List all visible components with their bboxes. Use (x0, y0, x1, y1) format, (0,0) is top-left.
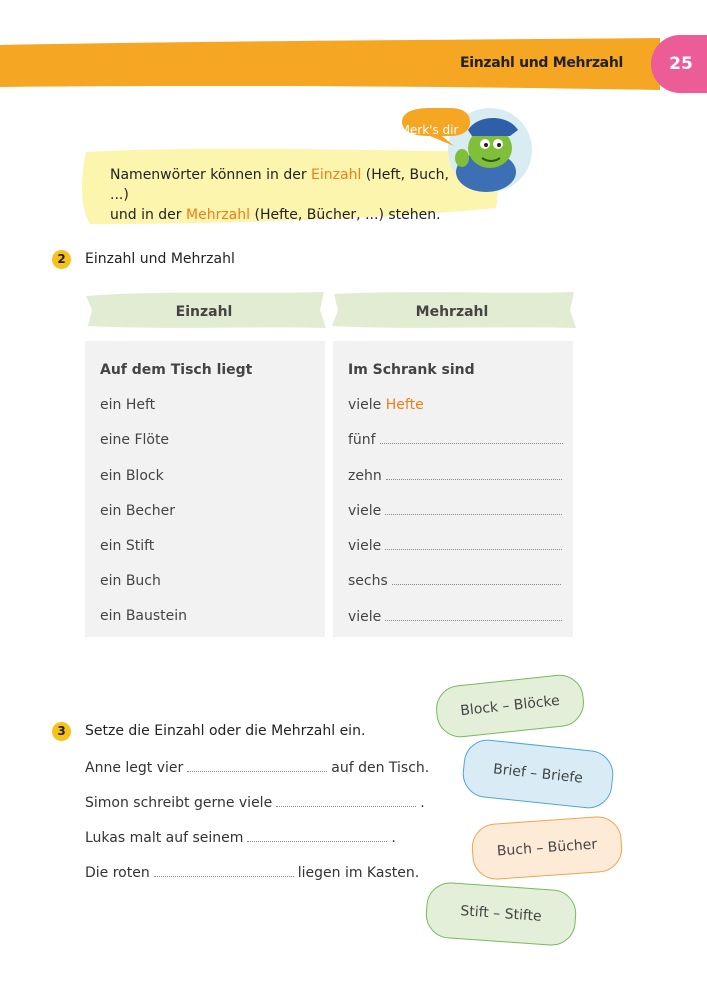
einzahl-item: ein Heft (100, 397, 156, 413)
mehrzahl-row: viele (348, 503, 562, 519)
answer-blank[interactable] (385, 548, 562, 550)
merk-label: Merk's dir (399, 123, 459, 137)
mehrzahl-row: sechs (348, 573, 561, 589)
sentence-row: Die roten liegen im Kasten. (85, 865, 420, 881)
answer-blank[interactable] (392, 583, 561, 585)
answer-blank[interactable] (385, 513, 562, 515)
exercise-title: Setze die Einzahl oder die Mehrzahl ein. (85, 723, 366, 739)
highlight-mehrzahl: Mehrzahl (186, 207, 251, 223)
answer-blank[interactable] (380, 442, 563, 444)
einzahl-item: ein Baustein (100, 608, 188, 624)
einzahl-item: ein Becher (100, 503, 175, 519)
mehrzahl-row: viele (348, 538, 562, 554)
einzahl-item: eine Flöte (100, 432, 170, 448)
mehrzahl-row: viele (348, 609, 562, 625)
mehrzahl-heading: Im Schrank sind (348, 362, 475, 378)
exercise-title: Einzahl und Mehrzahl (85, 251, 235, 267)
word-card: Block – Blöcke (434, 672, 587, 739)
exercise-number: 3 (52, 722, 71, 741)
mehrzahl-row: zehn (348, 468, 562, 484)
mehrzahl-row: viele Hefte (348, 397, 424, 413)
answer-blank[interactable] (154, 875, 294, 877)
word-card: Brief – Briefe (460, 737, 615, 810)
rule-text (110, 165, 470, 225)
answer-blank[interactable] (247, 840, 387, 842)
word-card: Stift – Stifte (424, 881, 578, 947)
einzahl-column (85, 341, 325, 637)
einzahl-item: ein Buch (100, 573, 161, 589)
chapter-title: Einzahl und Mehrzahl (459, 55, 623, 71)
einzahl-item: ein Block (100, 468, 164, 484)
einzahl-heading: Auf dem Tisch liegt (100, 362, 253, 378)
rule-line-1: Namenwörter können in der Einzahl (Heft, Buch, ...) (110, 167, 449, 203)
header-band (0, 0, 707, 100)
highlight-einzahl: Einzahl (311, 167, 362, 183)
sentence-row: Anne legt vier auf den Tisch. (85, 760, 430, 776)
answer-blank[interactable] (276, 805, 416, 807)
page-number-badge: 25 (651, 35, 707, 93)
rule-line-2: und in der Mehrzahl (Hefte, Bücher, ...) stehen. (110, 207, 441, 223)
column-header-mehrzahl: Mehrzahl (415, 304, 489, 320)
sentence-row: Simon schreibt gerne viele . (85, 795, 425, 811)
example-answer: Hefte (385, 397, 424, 413)
sentence-row: Lukas malt auf seinem . (85, 830, 396, 846)
word-card: Buch – Bücher (470, 815, 624, 881)
einzahl-item: ein Stift (100, 538, 155, 554)
answer-blank[interactable] (187, 770, 327, 772)
exercise-number: 2 (52, 250, 71, 269)
column-header-einzahl: Einzahl (175, 304, 233, 320)
answer-blank[interactable] (385, 619, 562, 621)
mehrzahl-column (333, 341, 573, 637)
answer-blank[interactable] (386, 478, 562, 480)
mehrzahl-row: fünf (348, 432, 563, 448)
